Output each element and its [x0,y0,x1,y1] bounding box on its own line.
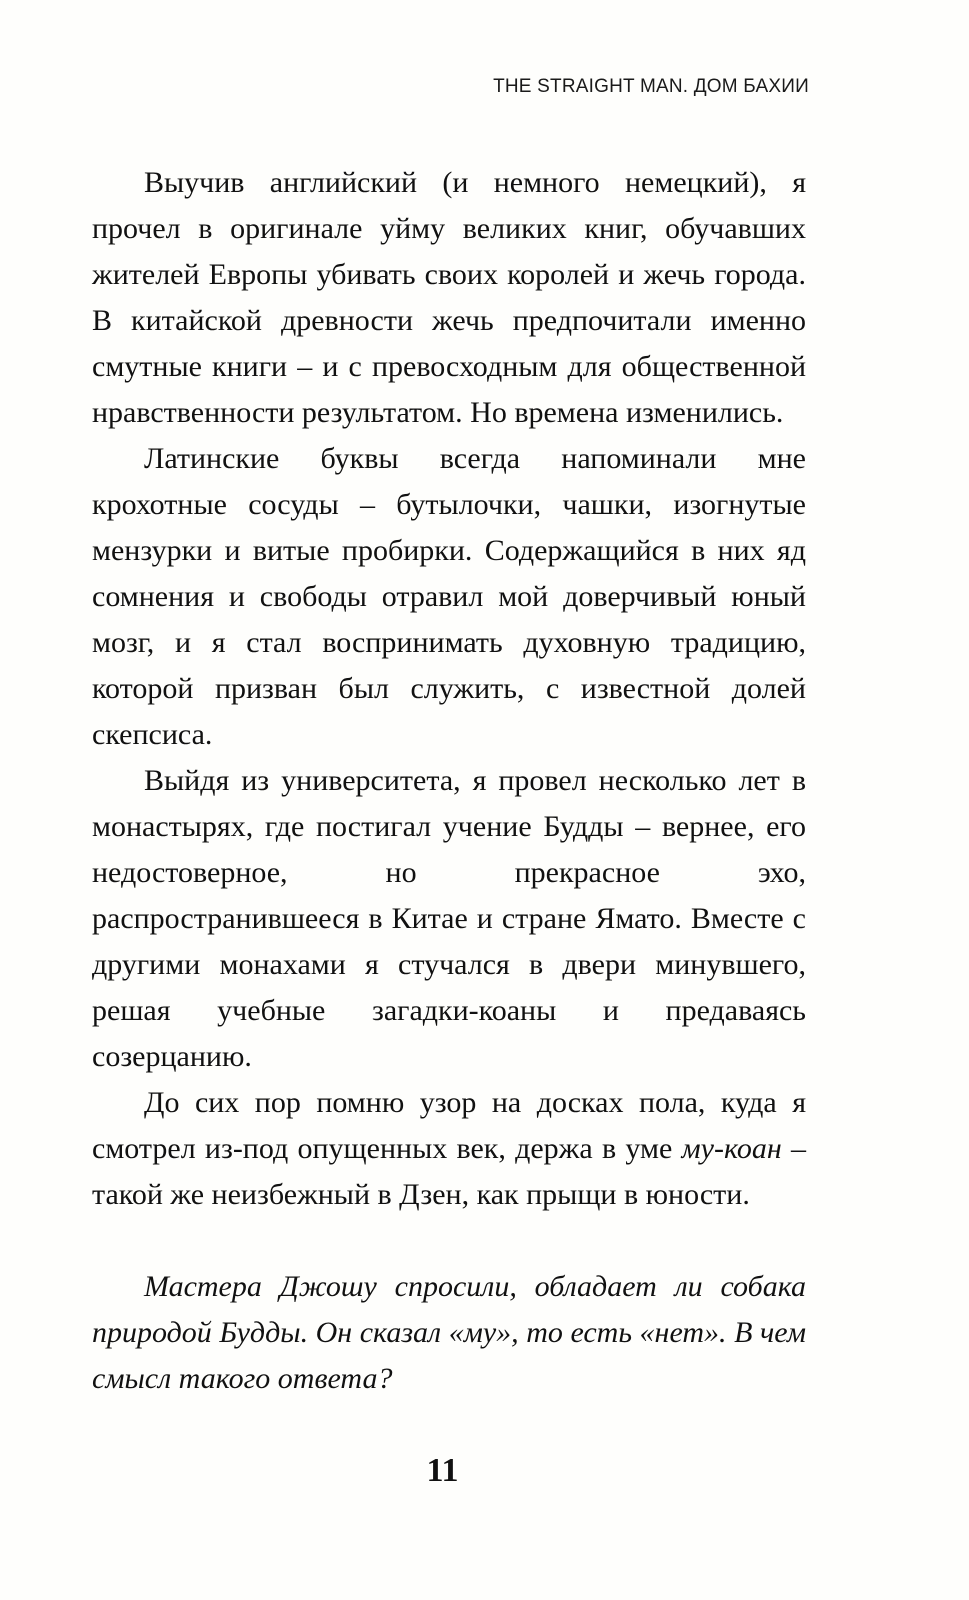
page-number: 11 [426,1452,459,1489]
paragraph-text: – такой же неизбежный в Дзен, как прыщи в юности. [92,1132,807,1211]
paragraph: Выучив английский (и немного немецкий), я прочел в оригинале уйму великих книг, обучавших жителей Европы убивать своих королей и жечь города. В китайской древности жечь предпочитали именно смутные книги – и с превосходным для общественной нравственности результатом. Но времена изменились. [92,166,806,429]
koan-quote: Мастера Джошу спросили, обладает ли собака природой Будды. Он сказал «му», то есть «нет». В чем смысл такого ответа? [92,1270,806,1395]
paragraph: Выйдя из университета, я провел несколько лет в монастырях, где постигал учение Будды – вернее, его недостоверное, но прекрасное эхо, распространившееся в Китае и стране Ямато. Вместе с другими монахами я стучался в двери минувшего, решая учебные загадки-коаны и предаваясь созерцанию. [92,764,806,1073]
paragraph [92,1080,806,1218]
paragraph-text: До сих пор помню узор на досках пола, куда я смотрел из-под опущенных век, держа в уме [92,1086,806,1165]
body-text [92,160,806,1402]
paragraph: Латинские буквы всегда напоминали мне крохотные сосуды – бутылочки, чашки, изогнутые мензурки и витые пробирки. Содержащийся в них яд сомнения и свободы отравил мой доверчивый юный мозг, и я стал воспринимать духовную традицию, которой призван был служить, с известной долей скепсиса. [92,442,806,751]
emphasized-term: му-коан [681,1132,782,1165]
running-header: THE STRAIGHT MAN. ДОМ БАХИИ [493,76,809,97]
